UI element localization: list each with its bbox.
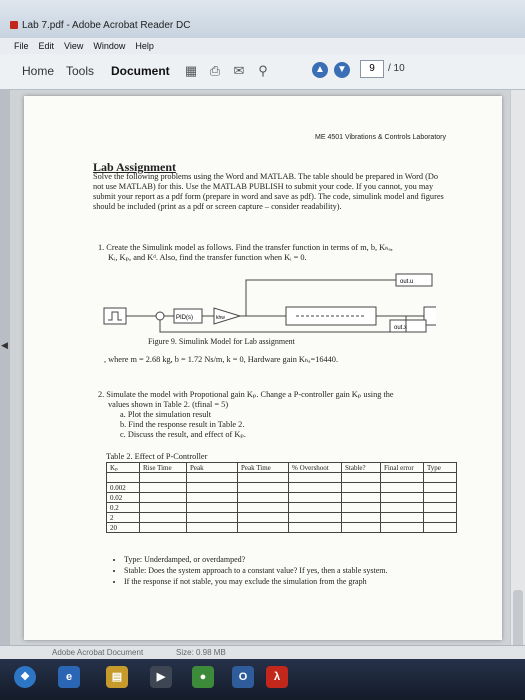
print-icon[interactable]: ⎙	[209, 63, 221, 78]
document-size: Size: 0.98 MB	[176, 648, 226, 657]
table-header: Peak	[187, 463, 238, 473]
table-row	[107, 483, 457, 493]
input-block	[104, 308, 126, 324]
kp-value: 0.02	[107, 493, 140, 503]
question-1-line2: Kᵢ, Kₚ, and Kᵈ. Also, find the transfer function when Kᵢ = 0.	[108, 253, 307, 262]
figure-caption: Figure 9. Simulink Model for Lab assignment	[148, 337, 295, 346]
question-2b: b. Find the response result in Table 2.	[120, 420, 245, 429]
table-header: % Overshoot	[289, 463, 342, 473]
list-item: • If the response if not stable, you may exclude the simulation from the graph	[124, 576, 454, 587]
kp-value: 20	[107, 523, 140, 533]
question-2-line1: 2. Simulate the model with Propotional gain Kₚ. Change a P-controller gain Kₚ using the	[98, 390, 394, 399]
table-header: Type	[424, 463, 457, 473]
menu-help[interactable]: Help	[135, 41, 154, 51]
table-row	[107, 473, 457, 483]
table-row	[107, 503, 457, 513]
question-2-line2: values shown in Table 2. (tfinal = 5)	[108, 400, 229, 409]
status-bar	[0, 645, 525, 660]
out-x-label: out.x	[394, 325, 408, 331]
file-explorer-icon[interactable]: ▤	[106, 666, 128, 688]
gain-label: khw	[216, 315, 225, 321]
sum-junction	[156, 312, 164, 320]
pid-label: PID(s)	[176, 315, 193, 321]
table-header: Stable?	[342, 463, 381, 473]
email-icon[interactable]: ✉	[233, 63, 245, 78]
left-panel-rail	[0, 90, 10, 645]
table-header: Rise Time	[140, 463, 187, 473]
out-u-label: out.u	[400, 279, 414, 285]
table-row	[107, 523, 457, 533]
menu-edit[interactable]: Edit	[38, 41, 55, 51]
simulink-block-diagram	[96, 256, 436, 336]
parameters-line: , where m = 2.68 kg, b = 1.72 Ns/m, k = 0, Hardware gain Kₕₐ=16440.	[104, 355, 339, 364]
p-controller-table	[106, 462, 457, 533]
question-2	[98, 390, 444, 440]
expand-panel-icon[interactable]: ◀	[1, 340, 8, 350]
taskbar	[0, 659, 525, 700]
list-item: • Stable: Does the system approach to a constant value? If yes, then a stable system.	[124, 565, 454, 576]
start-icon[interactable]: ❖	[14, 666, 36, 688]
menu-bar	[0, 38, 525, 54]
table-row	[107, 513, 457, 523]
kp-value: 0.002	[107, 483, 140, 493]
internet-explorer-icon[interactable]: e	[58, 666, 80, 688]
table-header: Kₚ	[107, 463, 140, 473]
document-type: Adobe Acrobat Document	[52, 648, 144, 657]
lab-assignment-title: Lab Assignment	[93, 160, 177, 174]
instructions-paragraph: Solve the following problems using the Word and MATLAB. The table should be prepared in Word (Do not use MATLAB) for this. Use the MATLAB PUBLISH to submit your code. If you cannot, you may submit your report as a pdf form (prepare in word and save as pdf). The code, simulink model and figures should be included (print as a pdf or screen capture – consider readability).	[93, 172, 444, 211]
question-2c: c. Discuss the result, and effect of Kₚ.	[120, 430, 246, 439]
page-total: / 10	[388, 63, 405, 74]
menu-window[interactable]: Window	[93, 41, 126, 51]
notes-list	[114, 554, 454, 587]
previous-page-icon[interactable]: ▲	[312, 62, 328, 78]
next-page-icon[interactable]: ▼	[334, 62, 350, 78]
kp-value: 0.2	[107, 503, 140, 513]
question-1-line1: 1. Create the Simulink model as follows. Find the transfer function in terms of m, b, Kₕₐ,	[98, 243, 393, 252]
table-title: Table 2. Effect of P-Controller	[106, 452, 208, 461]
vertical-scrollbar[interactable]	[510, 90, 525, 645]
save-icon[interactable]: ▦	[184, 63, 198, 78]
window-title-bar	[0, 0, 525, 38]
table-row	[107, 493, 457, 503]
search-icon[interactable]: ⚲	[258, 63, 268, 78]
question-2a: a. Plot the simulation result	[120, 410, 212, 419]
list-item: • Type: Underdamped, or overdamped?	[124, 554, 454, 565]
menu-file[interactable]: File	[14, 41, 29, 51]
pdf-page	[24, 96, 502, 640]
window-title: Lab 7.pdf - Adobe Acrobat Reader DC	[22, 20, 191, 31]
outlook-icon[interactable]: O	[232, 666, 254, 688]
chrome-icon[interactable]: ●	[192, 666, 214, 688]
page-number-input[interactable]: 9	[360, 60, 384, 78]
menu-view[interactable]: View	[64, 41, 84, 51]
acrobat-app-icon	[10, 21, 18, 29]
kp-value: 2	[107, 513, 140, 523]
tab-tools[interactable]: Tools	[66, 64, 95, 78]
table-header: Peak Time	[238, 463, 289, 473]
tab-document[interactable]: Document	[111, 64, 170, 78]
page-header: ME 4501 Vibrations & Controls Laboratory	[315, 134, 446, 141]
media-player-icon[interactable]: ▶	[150, 666, 172, 688]
table-header: Final error	[381, 463, 424, 473]
table-header-row	[107, 463, 457, 473]
acrobat-taskbar-icon[interactable]: λ	[266, 666, 288, 688]
toolbar	[0, 54, 525, 90]
tab-home[interactable]: Home	[22, 64, 55, 78]
